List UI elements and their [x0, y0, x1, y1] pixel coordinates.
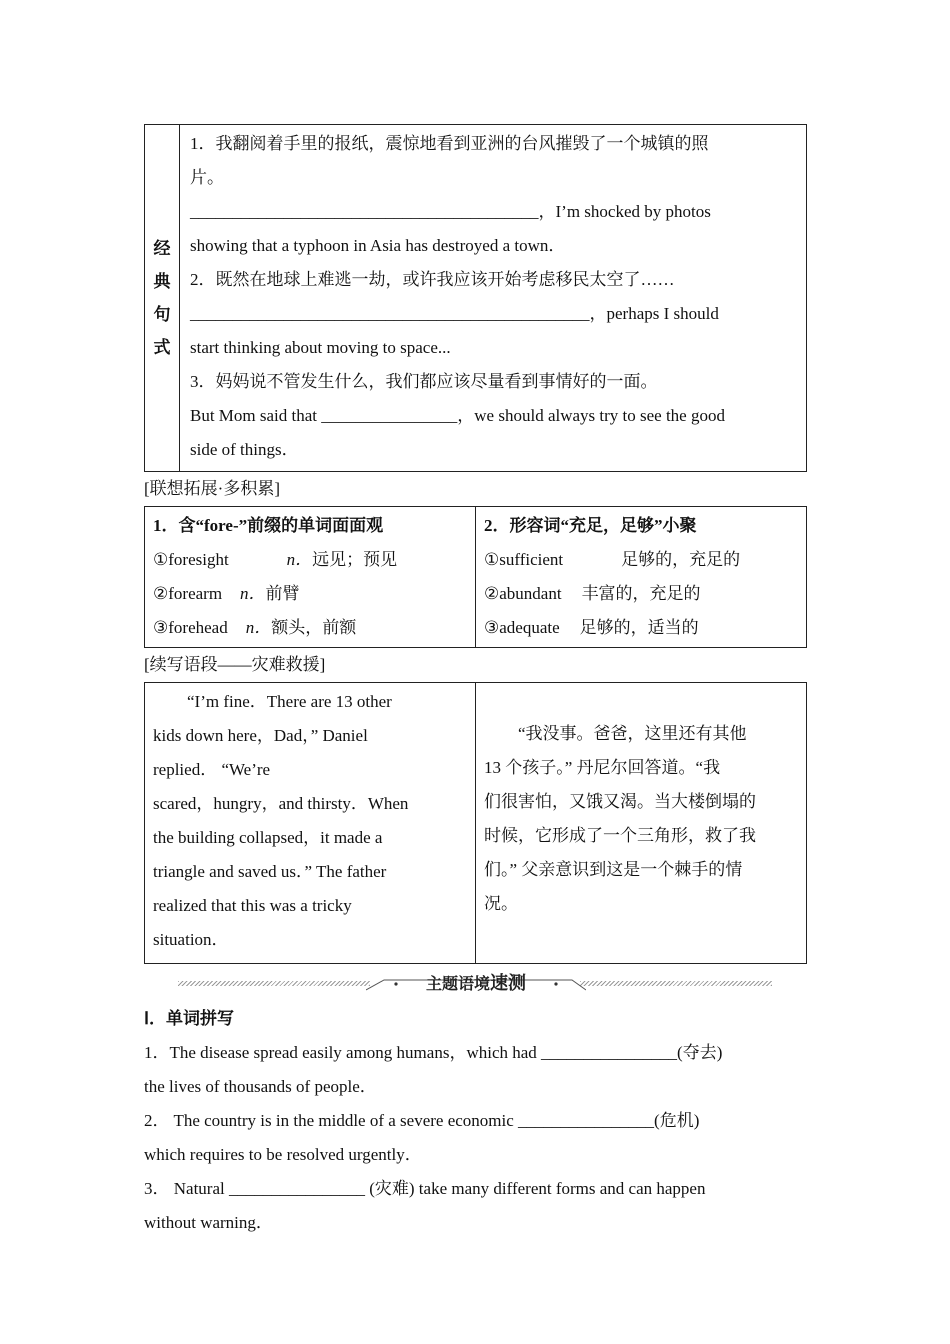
adjective-header: 2．形容词“充足，足够”小聚: [484, 516, 697, 535]
word-term: ③forehead: [153, 618, 228, 637]
exercise-question-3: [144, 1172, 807, 1240]
banner-hatch-right: [580, 981, 772, 986]
sentence-1-english: showing that a typhoon in Asia has destroyed a town．: [190, 236, 566, 255]
paragraph-line: 们很害怕，又饿又渴。当大楼倒塌的: [484, 792, 756, 811]
word-meaning: 前臂: [265, 584, 300, 603]
word-term: ①foresight: [153, 550, 229, 569]
sentence-3-english: side of things．: [190, 440, 299, 459]
banner-hatch-left: [178, 981, 370, 986]
part-of-speech: n．: [286, 550, 313, 569]
paragraph-line: triangle and saved us．” The father: [153, 862, 387, 881]
sentence-1-prompt: 1．我翻阅着手里的报纸，震惊地看到亚洲的台风摧毁了一个城镇的照: [190, 134, 709, 153]
section-label-continuation: [续写语段——灾难救援]: [144, 655, 326, 674]
word-term: ②forearm: [153, 584, 223, 603]
banner-title-normal: 主题语境: [425, 974, 490, 993]
sentence-2-english: start thinking about moving to space...: [190, 338, 451, 357]
paragraph-line: 们。” 父亲意识到这是一个棘手的情: [484, 860, 743, 879]
paragraph-line: kids down here，Dad，” Daniel: [153, 726, 368, 745]
word-meaning: 丰富的，充足的: [581, 584, 701, 603]
question-line: 2． The country is in the middle of a severe economic ________________(危机): [144, 1111, 700, 1130]
side-label-char: 典: [153, 272, 171, 291]
sentence-1-blank-line: _________________________________________，I’m shocked by photos: [190, 202, 711, 221]
paragraph-line: replied． “We’re: [153, 760, 271, 779]
classic-sentences-content: [180, 125, 807, 472]
section-banner: [144, 964, 807, 1002]
question-line: which requires to be resolved urgently．: [144, 1145, 422, 1164]
classic-sentences-side-label: [145, 125, 180, 472]
paragraph-line: scared，hungry，and thirsty．When: [153, 794, 409, 813]
word-term: ②abundant: [484, 584, 562, 603]
word-expansion-table: [144, 506, 807, 648]
word-row: [153, 543, 467, 577]
classic-sentences-table: [144, 124, 807, 472]
paragraph-line: situation．: [153, 930, 229, 949]
word-row: [153, 577, 467, 611]
chinese-paragraph-cell: [476, 683, 807, 964]
word-meaning: 足够的，充足的: [621, 550, 741, 569]
adjective-sufficient-cell: [476, 507, 807, 648]
sentence-1-prompt-cont: 片。: [190, 168, 224, 187]
paragraph-line: “I’m fine．There are 13 other: [187, 692, 392, 711]
fore-prefix-cell: [145, 507, 476, 648]
part-of-speech: n．: [240, 584, 266, 603]
word-row: [153, 611, 467, 645]
english-paragraph-cell: [145, 683, 476, 964]
side-label-char: 式: [153, 338, 171, 357]
question-line: 3． Natural ________________ (灾难) take many different forms and can happen: [144, 1179, 706, 1198]
side-label-char: 经: [153, 239, 171, 258]
word-row: [484, 611, 798, 645]
word-meaning: 额头，前额: [271, 618, 357, 637]
paragraph-line: 13 个孩子。” 丹尼尔回答道。“我: [484, 758, 721, 777]
section-label-association: [联想拓展·多积累]: [144, 479, 280, 498]
sentence-3-blank-line: But Mom said that ________________，we should always try to see the good: [190, 406, 725, 425]
exercise-question-2: [144, 1104, 807, 1172]
sentence-2-prompt: 2．既然在地球上难逃一劫，或许我应该开始考虑移民太空了……: [190, 270, 675, 289]
paragraph-line: the building collapsed，it made a: [153, 828, 383, 847]
word-term: ③adequate: [484, 618, 560, 637]
paragraph-line: 况。: [484, 894, 518, 913]
fore-prefix-header: 1．含“fore-”前缀的单词面面观: [153, 516, 384, 535]
word-row: [484, 577, 798, 611]
exercise-title: Ⅰ．单词拼写: [144, 1009, 235, 1028]
continuation-paragraph-table: [144, 682, 807, 964]
question-line: 1．The disease spread easily among humans，which had ________________(夺去): [144, 1043, 723, 1062]
paragraph-line: realized that this was a tricky: [153, 896, 352, 915]
sentence-3-prompt: 3．妈妈说不管发生什么，我们都应该尽量看到事情好的一面。: [190, 372, 658, 391]
question-line: without warning．: [144, 1213, 273, 1232]
paragraph-line: “我没事。爸爸，这里还有其他: [518, 724, 747, 743]
banner-title-big: 速测: [490, 973, 526, 994]
side-label-char: 句: [153, 305, 171, 324]
exercise-question-1: [144, 1036, 807, 1104]
word-meaning: 远见；预见: [312, 550, 398, 569]
word-row: [484, 543, 798, 577]
paragraph-line: 时候，它形成了一个三角形，救了我: [484, 826, 756, 845]
document-page: [144, 124, 807, 1240]
part-of-speech: n．: [245, 618, 272, 637]
question-line: the lives of thousands of people．: [144, 1077, 377, 1096]
banner-title: [366, 969, 586, 995]
word-meaning: 足够的，适当的: [579, 618, 699, 637]
sentence-2-blank-line: _______________________________________________，perhaps I should: [190, 304, 719, 323]
word-term: ①sufficient: [484, 550, 564, 569]
